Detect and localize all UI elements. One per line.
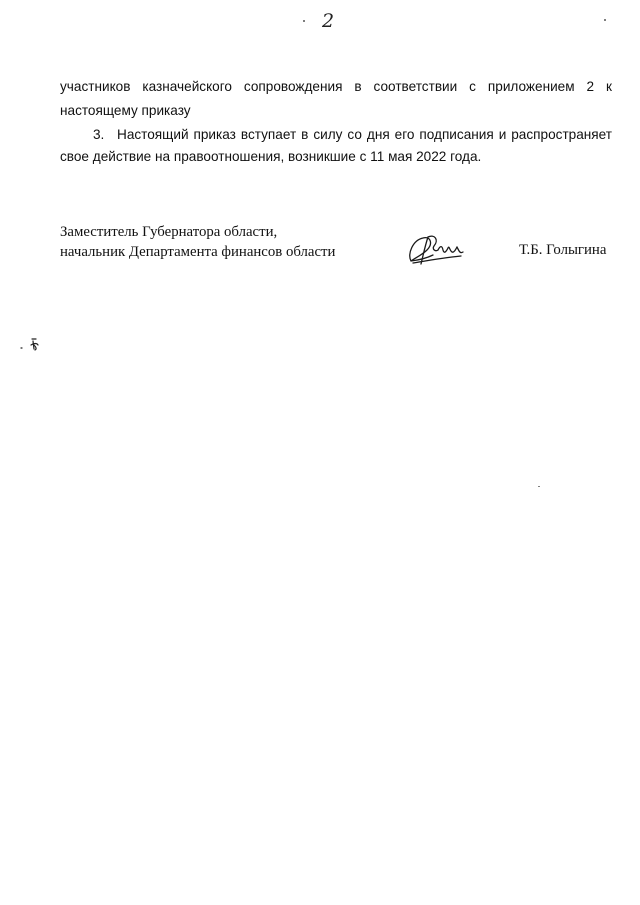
scan-speck <box>303 20 305 22</box>
paragraph-3 <box>60 124 612 168</box>
paragraph-continuation-line-1: участников казначейского сопровождения в соответствии с приложением 2 к <box>60 79 612 94</box>
paragraph-3-text: Настоящий приказ вступает в силу со дня его подписания и распространяет свое действие на правоотношения, возникшие с 11 мая 2022 года. <box>60 127 612 164</box>
paragraph-3-number: 3. <box>93 127 105 142</box>
scan-speck <box>604 19 606 21</box>
signatory-position-line-2: начальник Департамента финансов области <box>60 244 336 260</box>
scan-speck <box>538 486 540 487</box>
paragraph-continuation <box>60 75 612 123</box>
handwritten-signature <box>405 228 467 270</box>
signer-name: Т.Б. Голыгина <box>519 242 607 258</box>
paragraph-continuation-line-2: настоящему приказу <box>60 103 191 118</box>
page-number: 2 <box>322 10 335 32</box>
signatory-position <box>60 222 335 262</box>
margin-mark <box>20 335 46 353</box>
signatory-position-line-1: Заместитель Губернатора области, <box>60 224 278 240</box>
